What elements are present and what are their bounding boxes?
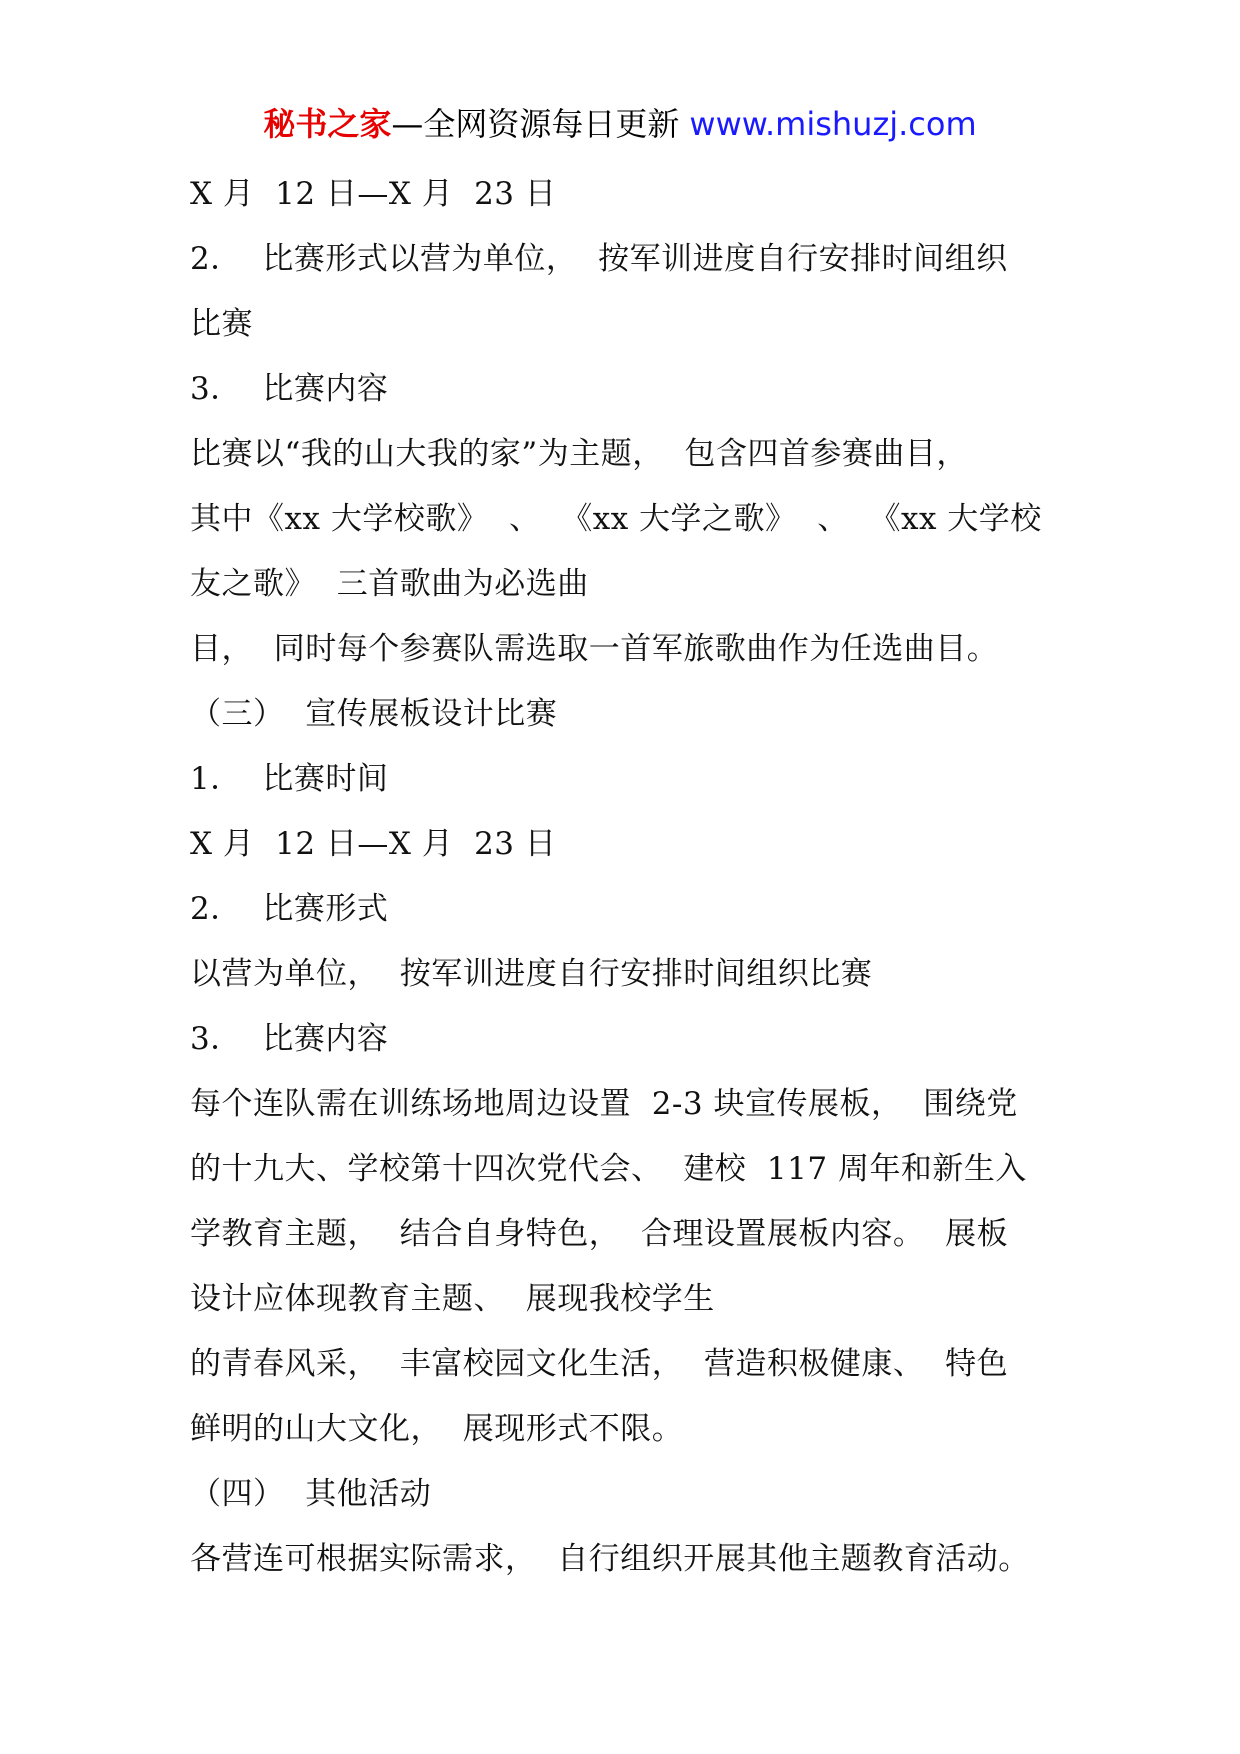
text-line: 比赛以“我的山大我的家”为主题， 包含四首参赛曲目，: [190, 436, 968, 472]
text-line: 友之歌》 三首歌曲为必选曲: [190, 566, 589, 602]
header-slogan: —全网资源每日更新: [391, 105, 680, 143]
website-link[interactable]: www.mishuzj.com: [689, 105, 977, 143]
section-heading: 2． 比赛形式: [190, 891, 389, 927]
brand-name: 秘书之家: [263, 105, 392, 143]
section-heading: （四） 其他活动: [190, 1476, 432, 1512]
text-line: 鲜明的山大文化， 展现形式不限。: [190, 1411, 684, 1447]
section-heading: 3． 比赛内容: [190, 1021, 389, 1057]
section-heading: 3． 比赛内容: [190, 371, 389, 407]
text-line: 的十九大、学校第十四次党代会、 建校 117 周年和新生入: [190, 1151, 1027, 1187]
section-heading: （三） 宣传展板设计比赛: [190, 696, 558, 732]
text-line: 比赛: [190, 306, 253, 342]
text-line: 学教育主题， 结合自身特色， 合理设置展板内容。 展板: [190, 1216, 1009, 1252]
text-line: X 月 12 日—X 月 23 日: [190, 826, 557, 862]
text-line: 2． 比赛形式以营为单位， 按军训进度自行安排时间组织: [190, 241, 1008, 277]
text-line: 的青春风采， 丰富校园文化生活， 营造积极健康、 特色: [190, 1346, 1009, 1382]
text-line: 目， 同时每个参赛队需选取一首军旅歌曲作为任选曲目。: [190, 631, 999, 667]
document-body: [190, 162, 1070, 1592]
text-line: 设计应体现教育主题、 展现我校学生: [190, 1281, 715, 1317]
text-line: 每个连队需在训练场地周边设置 2-3 块宣传展板， 围绕党: [190, 1086, 1018, 1122]
text-line: X 月 12 日—X 月 23 日: [190, 176, 557, 212]
text-line: 其中《xx 大学校歌》 、 《xx 大学之歌》 、 《xx 大学校: [190, 501, 1042, 537]
text-line: 以营为单位， 按军训进度自行安排时间组织比赛: [190, 956, 873, 992]
section-heading: 1． 比赛时间: [190, 761, 389, 797]
page-header: [0, 102, 1240, 146]
text-line: 各营连可根据实际需求， 自行组织开展其他主题教育活动。: [190, 1541, 1030, 1577]
